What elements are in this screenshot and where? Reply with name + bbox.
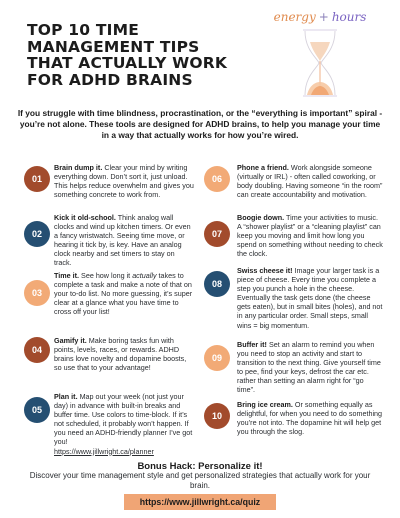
tip-body: Map out your week (not just your day) in advance with built-in breaks and buffer time. Use colors to time-block. If it’s not scheduled, it probably won’t happen. If you need an ADHD-friendly planner I’ve got you! (54, 392, 193, 447)
tip-text (237, 213, 383, 258)
title-line: MANAGEMENT TIPS (27, 37, 200, 56)
number-badge: 07 (204, 221, 230, 247)
tip-text (54, 392, 194, 456)
quiz-link-button[interactable]: https://www.jillwright.ca/quiz (124, 494, 276, 510)
number-badge: 08 (204, 271, 230, 297)
brand-word-hours: hours (331, 10, 367, 24)
number-badge: 05 (24, 397, 50, 423)
intro-text: If you struggle with time blindness, procrastination, or the “everything is important” spiral - you’re not alone. These tools are designed for ADHD brains, to help you manage your time in a way that actually works for how you’re wired. (17, 108, 383, 140)
tip-body: See how long it (79, 271, 133, 280)
tip-text (237, 266, 383, 330)
tip-title: Buffer it! (237, 340, 267, 349)
tip-title: Kick it old-school. (54, 213, 116, 222)
tip-body: Or something equally as delightful, for when you need to do something you’re not into. The dopamine hit will help get you through the slog. (237, 400, 383, 437)
number-badge: 09 (204, 345, 230, 371)
number-badge: 06 (204, 166, 230, 192)
tip-title: Gamify it. (54, 336, 87, 345)
tip-text (237, 340, 383, 395)
tip-text (54, 336, 194, 372)
brand-logo (265, 10, 375, 98)
tip-body: Set an alarm to remind you when you need to stop an activity and start to transition to the next thing. Give yourself time to pee, find your keys, defrost the car etc. rather than setting an alarm right for “go time”. (237, 340, 381, 395)
tip-text (54, 213, 194, 268)
tip-text (54, 271, 194, 316)
tip-body: takes to complete a task and make a note of that on your to-do list. No more guessing, it’s super clear at a glance what you have time to cross off your list! (54, 271, 193, 317)
brand-wordmark (265, 10, 375, 24)
tip-title: Time it. (54, 271, 80, 280)
number-badge: 03 (24, 280, 50, 306)
tip-title: Boogie down. (237, 213, 285, 222)
tip-text (237, 163, 383, 199)
tip-body: Work alongside someone (virtually or IRL) - often called coworking, or body doubling. Having someone “in the room” can create accountability and motivation. (237, 163, 383, 200)
hourglass-icon (297, 28, 343, 98)
tip-body: Make boring tasks fun with points, levels, races, or rewards. ADHD brains love novelty and dopamine boosts, so use that to your advantage! (54, 336, 187, 373)
tip-title: Brain dump it. (54, 163, 103, 172)
page-title (27, 22, 267, 88)
tip-title: Bring ice cream. (237, 400, 293, 409)
tip-body: Image your larger task is a piece of cheese. Every time you complete a step you punch a hole in the cheese. Eventually the task gets done (the cheese gets eaten), but in small bites (holes), and not in any particular order. Small steps, small wins = big momentum. (237, 266, 383, 330)
number-badge: 02 (24, 221, 50, 247)
title-line: FOR ADHD BRAINS (27, 70, 193, 89)
tip-title: Phone a friend. (237, 163, 289, 172)
planner-link[interactable]: https://www.jillwright.ca/planner (54, 446, 154, 456)
tip-body: Time your activities to music. A “shower playlist” or a “cleaning playlist” can keep you moving and limit how long you spend on something without needing to check the clock. (237, 213, 383, 259)
tip-title: Plan it. (54, 392, 78, 401)
tip-title: Swiss cheese it! (237, 266, 293, 275)
tip-text (237, 400, 383, 436)
tip-emphasis: actually (132, 271, 157, 280)
number-badge: 01 (24, 166, 50, 192)
brand-plus: + (318, 10, 329, 24)
tip-text (54, 163, 194, 199)
tip-body: Clear your mind by writing everything down. Don’t sort it, just unload. This helps reduce overwhelm and gives you something concrete to work from. (54, 163, 194, 200)
brand-word-energy: energy (273, 10, 316, 24)
tip-body: Think analog wall clocks and wind up kitchen timers. Or even a fancy wristwatch. Seeing time move, or hearing it tick by, is key. Have an analog clock nearby and set timers to stay on track. (54, 213, 191, 268)
number-badge: 10 (204, 403, 230, 429)
bonus-body: Discover your time management style and get personalized strategies that actually work for your brain. (29, 471, 371, 490)
title-line: TOP 10 TIME (27, 21, 140, 39)
bonus-title: Bonus Hack: Personalize it! (137, 461, 263, 472)
number-badge: 04 (24, 337, 50, 363)
title-line: THAT ACTUALLY WORK (27, 54, 228, 72)
